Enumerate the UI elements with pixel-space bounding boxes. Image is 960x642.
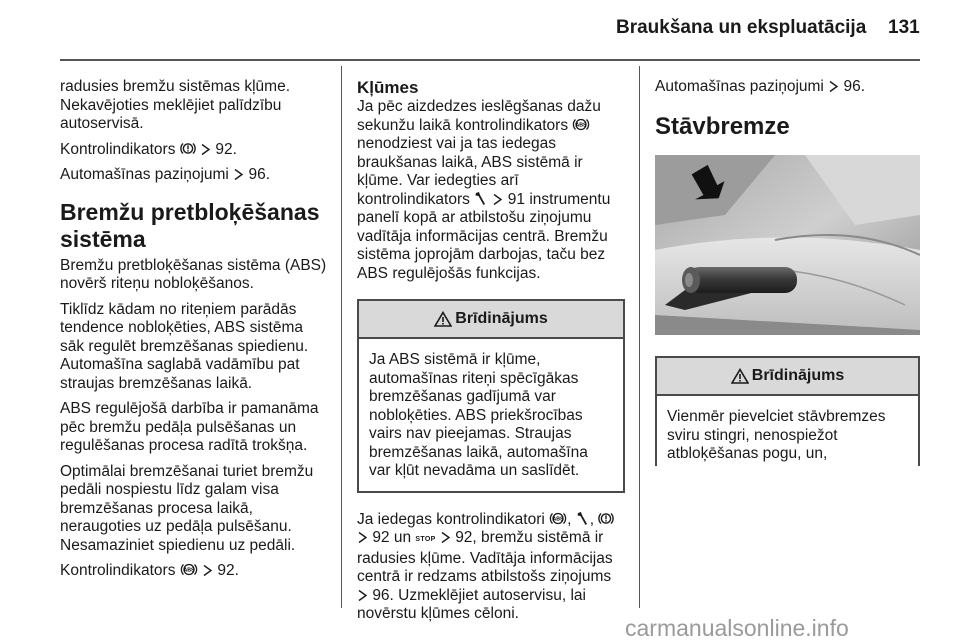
svg-text:ABS: ABS: [183, 567, 195, 574]
warning-triangle-icon: [434, 311, 452, 327]
warning-triangle-icon: [731, 368, 749, 384]
warning-header: Brīdinājums: [657, 358, 918, 396]
reference-line: Kontrolindikators ABS 92.: [60, 562, 239, 579]
service-wrench-icon: [576, 511, 590, 526]
reference-line: Kontrolindikators 92.: [60, 140, 237, 158]
subsection-heading: Kļūmes: [357, 78, 419, 97]
page-header: [0, 0, 960, 60]
page-reference-arrow-icon: [440, 531, 451, 544]
reference-line: Automašīnas paziņojumi 96.: [655, 78, 866, 95]
warning-box: [655, 356, 920, 466]
service-wrench-icon: [474, 191, 488, 206]
page-reference-arrow-icon: [200, 143, 211, 156]
warning-header: Brīdinājums: [359, 301, 623, 339]
page-reference-arrow-icon: [492, 193, 503, 206]
header-divider: [60, 59, 920, 61]
warning-box: [357, 299, 625, 493]
page-reference-arrow-icon: [357, 589, 368, 602]
paragraph: radusies bremžu sistēmas kļūme. Nekavējoties meklējiet palīdzību autoservisā.: [60, 78, 290, 132]
paragraph: Tiklīdz kādam no riteņiem parādās tendence nobloķēties, ABS sistēma sāk regulēt bremzēšanas spiedienu. Automašīna saglabā vadāmību pat straujas bremzēšanas laikā.: [60, 300, 309, 392]
column-2: [357, 78, 625, 631]
page-reference-arrow-icon: [202, 564, 213, 577]
parking-brake-photo: [655, 155, 920, 335]
page-number: 131: [888, 17, 920, 38]
svg-text:ABS: ABS: [552, 516, 564, 523]
page-reference-arrow-icon: [828, 80, 839, 93]
paragraph: Ja pēc aizdedzes ieslēgšanas dažu sekunžu laikā kontrolindikators ABS nenodziest vai ja tas iedegas braukšanas laikā, ABS sistēmā ir kļūme. Var iedegties arī kontrolindikators 91 instrumentu panelī kopā ar atbilstošu ziņojumu vadītāja informācijas centrā. Bremžu sistēma joprojām darbojas, taču bez ABS regulējošās funkcijas.: [357, 98, 611, 282]
stop-indicator-icon: STOP: [415, 536, 436, 543]
paragraph: ABS regulējošā darbība ir pamanāma pēc bremžu pedāļa pulsēšanas un regulēšanas procesa radītā trokšņa.: [60, 400, 319, 454]
section-heading: Stāvbremze: [655, 112, 790, 140]
svg-text:ABS: ABS: [575, 122, 587, 129]
brake-warning-icon: [180, 141, 196, 156]
abs-warning-icon: [572, 117, 590, 132]
abs-warning-icon: [549, 511, 567, 526]
paragraph: Optimālai bremzēšanai turiet bremžu pedāli nospiestu līdz galam visa bremzēšanas procesa laikā, neraugoties uz pedāļa pulsēšanu. Nesamaziniet spiedienu uz pedāli.: [60, 462, 314, 554]
column-3: [655, 78, 920, 466]
page-reference-arrow-icon: [357, 531, 368, 544]
page-reference-arrow-icon: [233, 168, 244, 181]
brake-warning-icon: [598, 511, 614, 526]
section-heading: Bremžu pretbloķēšanas sistēma: [60, 198, 320, 252]
warning-body: Ja ABS sistēmā ir kļūme, automašīnas riteņi spēcīgākas bremzēšanas gadījumā var nobloķēties. ABS priekšrocības vairs nav pieejamas. Straujas bremzēšanas laikā, automašīna var kļūt nevadāma un saslīdēt.: [369, 351, 588, 479]
reference-line: Automašīnas paziņojumi 96.: [60, 166, 271, 183]
chapter-title: Braukšana un ekspluatācija: [616, 17, 867, 38]
warning-body: Vienmēr pievelciet stāvbremzes sviru stingri, nenospiežot atbloķēšanas pogu, un,: [667, 408, 886, 462]
paragraph: Bremžu pretbloķēšanas sistēma (ABS) novērš riteņu nobloķēšanos.: [60, 256, 327, 292]
abs-warning-icon: [180, 562, 198, 577]
watermark: carmanualsonline.info: [625, 615, 849, 641]
column-divider: [341, 66, 342, 608]
column-1: [60, 78, 328, 588]
paragraph: Ja iedegas kontrolindikatori ABS , , 92 un STOP 92, bremžu sistēmā ir radusies kļūme. Vadītāja informācijas centrā ir redzams atbilstošs ziņojums 96. Uzmeklējiet autoservisu, lai novērstu kļūmes cēloni.: [357, 510, 613, 622]
column-divider: [639, 66, 640, 608]
